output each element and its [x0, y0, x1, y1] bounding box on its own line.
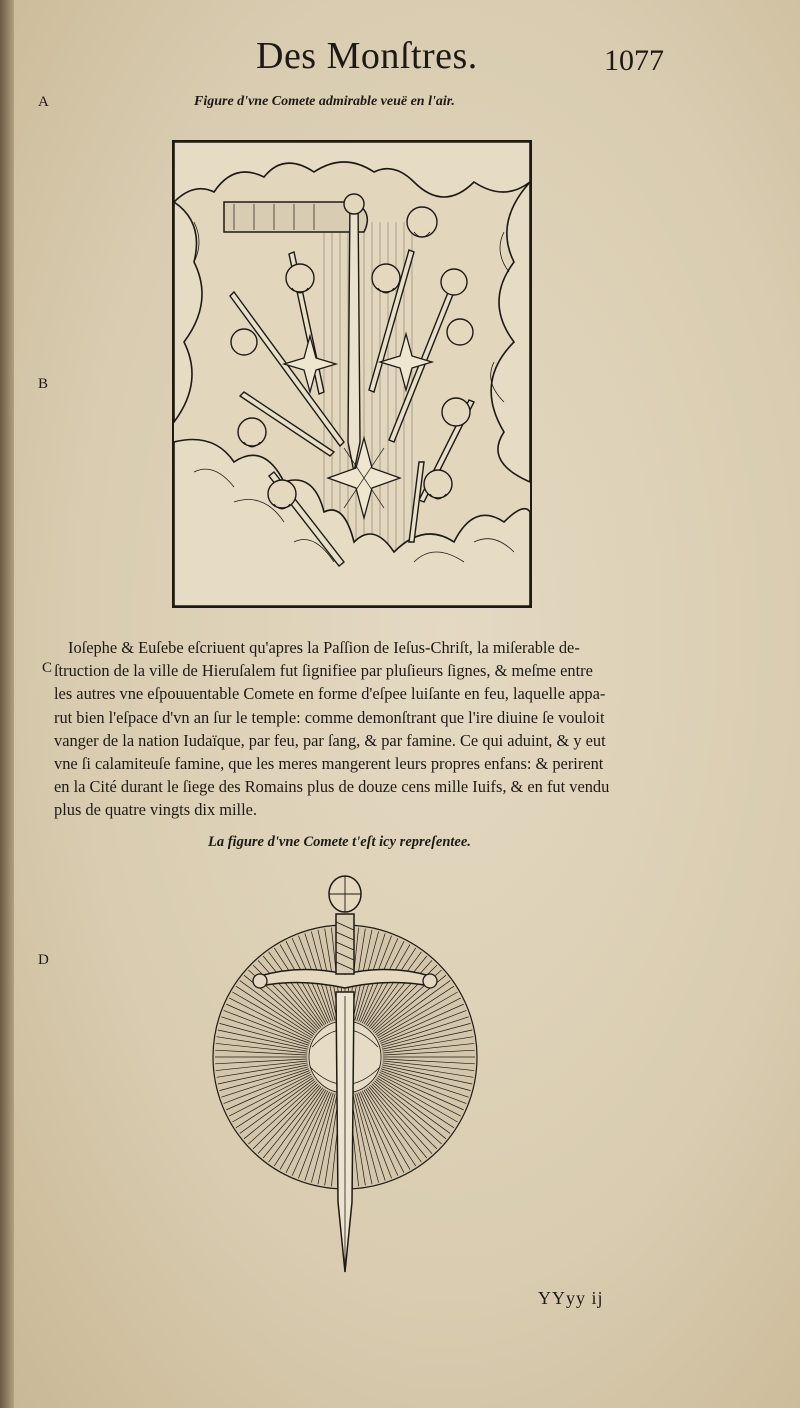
body-line: rut bien l'eſpace d'vn an ſur le temple: comme demonſtrant que l'ire diuine ſe vouloit: [54, 707, 605, 727]
body-line: en la Cité durant le ſiege des Romains plus de douze cens mille Iuifs, & en fut vendu: [54, 777, 610, 797]
body-line: ſtruction de la ville de Hieruſalem fut ſignifiee par pluſieurs ſignes, & meſme entre: [54, 661, 593, 681]
bottom-figure-caption: La figure d'vne Comete t'eſt icy repreſentee.: [208, 834, 471, 850]
running-head: Des Monſtres.: [256, 35, 478, 77]
body-paragraph: [54, 636, 684, 822]
margin-letter-b: B: [38, 376, 49, 392]
margin-letter-a: A: [38, 94, 49, 110]
signature-mark: YYyy ij: [538, 1288, 604, 1308]
body-line: Ioſephe & Euſebe eſcriuent qu'apres la Paſſion de Ieſus-Chriſt, la miſerable de-: [68, 638, 580, 657]
body-line: vne ſi calamiteuſe famine, que les meres mangerent leurs propres enfans: & perirent: [54, 754, 604, 774]
margin-letter-d: D: [38, 952, 49, 968]
page-number: 1077: [604, 44, 664, 77]
body-line: vanger de la nation Iudaïque, par feu, par ſang, & par famine. Ce qui aduint, & y eut: [54, 730, 606, 750]
margin-letter-c: C: [42, 660, 53, 676]
comet-woodcut-illustration: [172, 140, 532, 608]
body-line: les autres vne eſpouuentable Comete en forme d'eſpee luiſante en feu, laquelle appa-: [54, 684, 606, 704]
top-figure-caption: Figure d'vne Comete admirable veuë en l'air.: [194, 94, 455, 109]
body-line: plus de quatre vingts dix mille.: [54, 800, 258, 820]
sword-comet-engraving: [200, 872, 490, 1274]
